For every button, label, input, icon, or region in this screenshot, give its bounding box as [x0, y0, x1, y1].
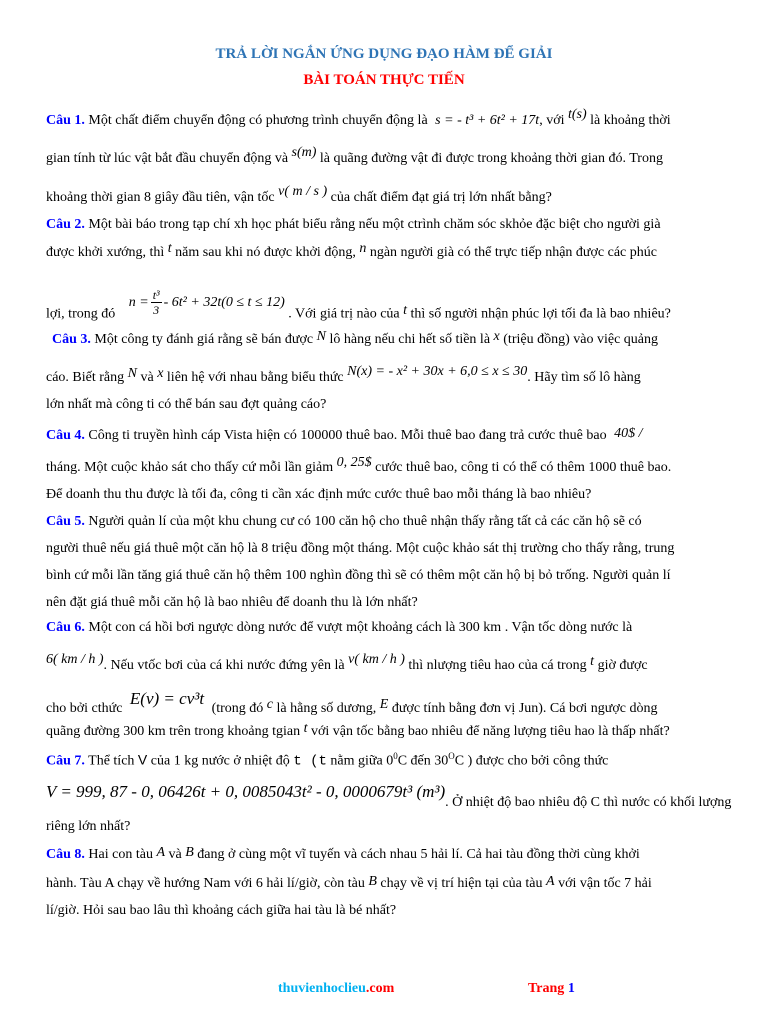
q1-label: Câu 1.	[46, 113, 85, 128]
q3-label: Câu 3.	[52, 332, 91, 347]
q6-equation: E(v) = cv³t	[129, 689, 205, 708]
q2-line1: Câu 2. Một bài báo trong tạp chí xh học phát biểu rằng nếu một ctrình chăm sóc skhỏe đặc biệt cho người già	[46, 217, 661, 232]
q4-line1: Câu 4. Công ti truyền hình cáp Vista hiện có 100000 thuê bao. Mỗi thuê bao đang trả cước thuê bao 40$ /	[46, 426, 643, 443]
q8-label: Câu 8.	[46, 847, 85, 862]
q3-equation: N(x) = - x² + 30x + 6,0 ≤ x ≤ 30	[347, 364, 528, 379]
q6-label: Câu 6.	[46, 620, 85, 635]
q3-line1: Câu 3. Một công ty đánh giá rằng sẽ bán được N lô hàng nếu chi hết số tiền là x (triệu đồng) vào việc quảng	[52, 329, 658, 347]
q5-line3: bình cứ mỗi lần tăng giá thuê căn hộ thêm 100 nghìn đồng thì sẽ có thêm một căn hộ bị bỏ trống. Người quản lí	[46, 568, 671, 583]
q2-equation: n = $\frac{\text{t³}}{3}$ - 6t² + 32t(0 ≤ t ≤ 12)	[128, 288, 285, 317]
q4-label: Câu 4.	[46, 428, 85, 443]
q6-line2: 6( km / h ). Nếu vtốc bơi của cá khi nước đứng yên là v( km / h ) thì nlượng tiêu hao của cá trong t giờ được	[46, 652, 648, 673]
q1-line2: gian tính từ lúc vật bắt đầu chuyển động và s(m) là quãng đường vật đi được trong khoảng thời gian đó. Trong	[46, 145, 663, 166]
q3-line3: lớn nhất mà công ti có thể bán sau đợt quảng cáo?	[46, 397, 327, 412]
q1-time-var: t(s)	[567, 107, 587, 122]
q3-line2: cáo. Biết rằng N và x liên hệ với nhau bằng biểu thức N(x) = - x² + 30x + 6,0 ≤ x ≤ 30. Hãy tìm số lô hàng	[46, 364, 641, 385]
q1-line1: Câu 1. Một chất điểm chuyển động có phương trình chuyển động là s = - t³ + 6t² + 17t, với t(s) là khoảng thời	[46, 107, 671, 128]
q6-line1: Câu 6. Một con cá hồi bơi ngược dòng nước để vượt một khoảng cách là 300 km . Vận tốc dòng nước là	[46, 620, 633, 635]
q2-line3: lợi, trong đó n = $\frac{\text{t³}}{3}$ - 6t² + 32t(0 ≤ t ≤ 12) . Với giá trị nào của t thì số người nhận phúc lợi tối đa là bao nhiêu?	[46, 288, 671, 322]
q8-line1: Câu 8. Hai con tàu A và B đang ở cùng một vĩ tuyến và cách nhau 5 hải lí. Cả hai tàu đồng thời cùng khởi	[46, 845, 640, 862]
q8-line2: hành. Tàu A chạy về hướng Nam với 6 hải lí/giờ, còn tàu B chạy về vị trí hiện tại của tàu A với vận tốc 7 hải	[46, 874, 652, 891]
q7-line2: V = 999, 87 - 0, 06426t + 0, 0085043t² - 0, 0000679t³ (m³). Ở nhiệt độ bao nhiêu độ C thì nước có khối lượng	[46, 782, 732, 810]
page-subtitle: BÀI TOÁN THỰC TIẾN	[303, 72, 465, 88]
page-title: TRẢ LỜI NGẮN ỨNG DỤNG ĐẠO HÀM ĐỂ GIẢI	[215, 46, 553, 62]
q6-line3: cho bởi cthức E(v) = cv³t (trong đó c là hằng số dương, E được tính bằng đơn vị Jun). Cá bơi ngược dòng	[46, 689, 658, 716]
q5-line1: Câu 5. Người quản lí của một khu chung cư có 100 căn hộ cho thuê nhận thấy rằng tất cả các căn hộ sẽ có	[46, 514, 642, 529]
q4-line3: Để doanh thu thu được là tối đa, công ti cần xác định mức cước thuê bao mỗi tháng là bao nhiêu?	[46, 487, 592, 502]
q8-line3: lí/giờ. Hỏi sau bao lâu thì khoảng cách giữa hai tàu là bé nhất?	[46, 903, 397, 918]
q1-equation: s = - t³ + 6t² + 17t	[435, 113, 540, 128]
q7-equation: V = 999, 87 - 0, 06426t + 0, 0085043t² - 0, 0000679t³ (m³)	[46, 782, 446, 801]
q7-line1: Câu 7. Thể tích V của 1 kg nước ở nhiệt độ t (t nằm giữa $0^0C$ đến $30^OC$ ) được cho bởi công thức	[46, 751, 609, 770]
footer-page-number: Trang 1	[528, 981, 575, 996]
q7-label: Câu 7.	[46, 753, 85, 769]
q1-velocity-var: v( m / s )	[278, 184, 328, 199]
q1-line3: khoảng thời gian 8 giây đầu tiên, vận tốc v( m / s ) của chất điểm đạt giá trị lớn nhất bằng?	[46, 184, 552, 205]
q6-line4: quãng đường 300 km trên trong khoảng tgian t với vận tốc bằng bao nhiêu để năng lượng tiêu hao là thấp nhất?	[46, 721, 670, 739]
q4-line2: tháng. Một cuộc khảo sát cho thấy cứ mỗi lần giảm 0, 25$ cước thuê bao, công ti có thể có thêm 1000 thuê bao.	[46, 455, 672, 475]
q7-line3: riêng lớn nhất?	[46, 819, 131, 834]
q2-line2: được khởi xướng, thì t năm sau khi nó được khởi động, n ngàn người già có thể trực tiếp nhận được các phúc	[46, 241, 657, 260]
q5-label: Câu 5.	[46, 514, 85, 529]
q5-line4: nên đặt giá thuê mỗi căn hộ là bao nhiêu để doanh thu là lớn nhất?	[46, 595, 418, 610]
q2-label: Câu 2.	[46, 217, 85, 232]
footer-site-link[interactable]: thuvienhoclieu.com	[278, 981, 395, 996]
q5-line2: người thuê nếu giá thuê một căn hộ là 8 triệu đồng một tháng. Một cuộc khảo sát thị trường cho thấy rằng, trung	[46, 541, 675, 556]
q1-distance-var: s(m)	[291, 145, 317, 160]
